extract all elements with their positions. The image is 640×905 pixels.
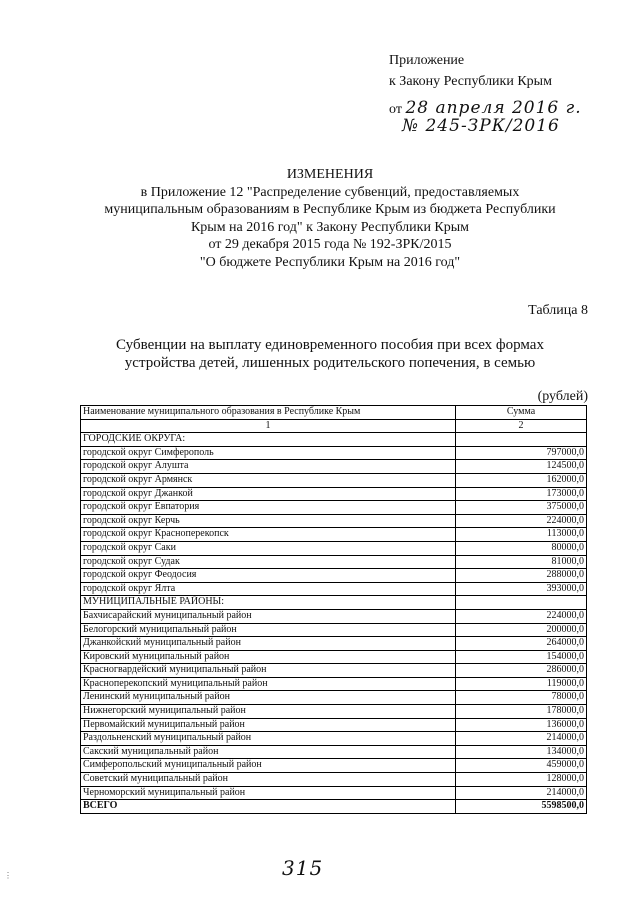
row-amount: 797000,0 xyxy=(456,446,587,460)
table-row xyxy=(81,650,587,664)
heading-line: Крым на 2016 год" к Закону Республики Крым xyxy=(190,219,470,235)
row-amount: 214000,0 xyxy=(456,732,587,746)
handwritten-page-number: 315 xyxy=(282,856,324,880)
row-amount: 154000,0 xyxy=(456,650,587,664)
table-header-row xyxy=(81,406,587,420)
row-name: МУНИЦИПАЛЬНЫЕ РАЙОНЫ: xyxy=(81,596,456,610)
row-amount: 173000,0 xyxy=(456,487,587,501)
table-row xyxy=(81,582,587,596)
table-row xyxy=(81,501,587,515)
row-name: Раздольненский муниципальный район xyxy=(81,732,456,746)
heading-line: в Приложение 12 "Распределение субвенций, предоставляемых xyxy=(140,184,520,200)
row-name: Нижнегорский муниципальный район xyxy=(81,705,456,719)
table-row xyxy=(81,487,587,501)
row-amount: 124500,0 xyxy=(456,460,587,474)
subsidies-table xyxy=(80,405,587,814)
table-row xyxy=(81,732,587,746)
row-name: Ленинский муниципальный район xyxy=(81,691,456,705)
row-amount: 286000,0 xyxy=(456,664,587,678)
row-amount: 393000,0 xyxy=(456,582,587,596)
row-name: Белогорский муниципальный район xyxy=(81,623,456,637)
row-amount: 200000,0 xyxy=(456,623,587,637)
row-name: городской округ Феодосия xyxy=(81,569,456,583)
row-name: ГОРОДСКИЕ ОКРУГА: xyxy=(81,433,456,447)
table-row xyxy=(81,664,587,678)
row-amount: 178000,0 xyxy=(456,705,587,719)
table-row xyxy=(81,446,587,460)
table-row xyxy=(81,460,587,474)
heading-title: ИЗМЕНЕНИЯ xyxy=(286,167,374,182)
table-row xyxy=(81,691,587,705)
row-name: Первомайский муниципальный район xyxy=(81,718,456,732)
row-amount: 224000,0 xyxy=(456,609,587,623)
row-name: Черноморский муниципальный район xyxy=(81,786,456,800)
table-row xyxy=(81,637,587,651)
row-name: городской округ Армянск xyxy=(81,473,456,487)
column-header-name: Наименование муниципального образования в Республике Крым xyxy=(81,406,456,420)
subtitle-line-1: Субвенции на выплату единовременного пособия при всех формах xyxy=(116,337,544,353)
row-name: городской округ Симферополь xyxy=(81,446,456,460)
row-amount xyxy=(456,596,587,610)
row-name: Джанкойский муниципальный район xyxy=(81,637,456,651)
table-row xyxy=(81,677,587,691)
table-row xyxy=(81,433,587,447)
appendix-line-1: Приложение xyxy=(389,53,465,68)
table-row xyxy=(81,473,587,487)
margin-mark: ⋮ xyxy=(4,871,12,880)
document-heading xyxy=(60,166,600,271)
table-row xyxy=(81,773,587,787)
heading-line: муниципальным образованиям в Республике Крым из бюджета Республики xyxy=(104,202,556,217)
table-row xyxy=(81,786,587,800)
row-name: Советский муниципальный район xyxy=(81,773,456,787)
row-name: городской округ Алушта xyxy=(81,460,456,474)
table-row xyxy=(81,555,587,569)
handwritten-law-number: № 245-ЗРК/2016 xyxy=(402,116,560,136)
row-amount: 264000,0 xyxy=(456,637,587,651)
currency-unit: (рублей) xyxy=(537,389,588,404)
heading-line: от 29 декабря 2015 года № 192-ЗРК/2015 xyxy=(208,237,452,252)
row-name: Бахчисарайский муниципальный район xyxy=(81,609,456,623)
row-amount: 134000,0 xyxy=(456,745,587,759)
table-subtitle xyxy=(80,336,580,372)
row-name: городской округ Судак xyxy=(81,555,456,569)
row-amount: 162000,0 xyxy=(456,473,587,487)
row-amount: 128000,0 xyxy=(456,773,587,787)
row-amount: 119000,0 xyxy=(456,677,587,691)
row-amount: 80000,0 xyxy=(456,541,587,555)
table-row xyxy=(81,623,587,637)
row-name: городской округ Евпатория xyxy=(81,501,456,515)
handwritten-date: 28 апреля 2016 г. xyxy=(405,98,582,118)
row-amount: 214000,0 xyxy=(456,786,587,800)
row-amount: 375000,0 xyxy=(456,501,587,515)
column-number-2: 2 xyxy=(456,419,587,433)
table-label: Таблица 8 xyxy=(528,303,588,318)
table-row xyxy=(81,528,587,542)
row-amount: 113000,0 xyxy=(456,528,587,542)
table-row xyxy=(81,514,587,528)
row-name: Симферопольский муниципальный район xyxy=(81,759,456,773)
row-amount: 81000,0 xyxy=(456,555,587,569)
row-amount: 136000,0 xyxy=(456,718,587,732)
table-row xyxy=(81,609,587,623)
table-row xyxy=(81,718,587,732)
subtitle-line-2: устройства детей, лишенных родительского попечения, в семью xyxy=(124,355,536,371)
table-row xyxy=(81,569,587,583)
appendix-line-2: к Закону Республики Крым xyxy=(389,74,552,89)
row-name: Красноперекопский муниципальный район xyxy=(81,677,456,691)
column-number-1: 1 xyxy=(81,419,456,433)
row-name: городской округ Саки xyxy=(81,541,456,555)
table-row xyxy=(81,541,587,555)
table-row xyxy=(81,596,587,610)
table-row xyxy=(81,705,587,719)
row-name: городской округ Красноперекопск xyxy=(81,528,456,542)
table-total-row xyxy=(81,800,587,814)
row-name: Красногвардейский муниципальный район xyxy=(81,664,456,678)
total-label: ВСЕГО xyxy=(81,800,456,814)
row-name: Кировский муниципальный район xyxy=(81,650,456,664)
row-name: городской округ Ялта xyxy=(81,582,456,596)
heading-line: "О бюджете Республики Крым на 2016 год" xyxy=(199,254,461,270)
row-name: городской округ Джанкой xyxy=(81,487,456,501)
column-header-amount: Сумма xyxy=(456,406,587,420)
table-row xyxy=(81,759,587,773)
total-amount: 5598500,0 xyxy=(456,800,587,814)
row-amount: 459000,0 xyxy=(456,759,587,773)
appendix-date-prefix: от xyxy=(389,102,402,117)
row-amount: 78000,0 xyxy=(456,691,587,705)
row-amount xyxy=(456,433,587,447)
row-name: городской округ Керчь xyxy=(81,514,456,528)
appendix-block xyxy=(389,50,582,120)
table-row xyxy=(81,745,587,759)
row-amount: 224000,0 xyxy=(456,514,587,528)
table-column-numbers-row xyxy=(81,419,587,433)
row-name: Сакский муниципальный район xyxy=(81,745,456,759)
row-amount: 288000,0 xyxy=(456,569,587,583)
